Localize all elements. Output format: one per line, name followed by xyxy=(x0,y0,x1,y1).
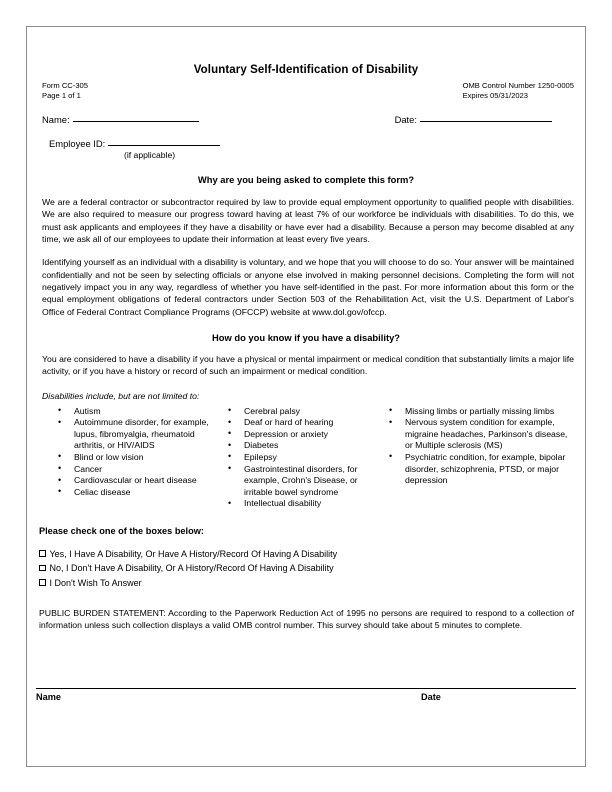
employee-id-field-row xyxy=(36,138,576,149)
section-heading-how: How do you know if you have a disability? xyxy=(211,332,401,344)
list-item: • Deaf or hard of hearing xyxy=(226,417,387,429)
omb-control-number: OMB Control Number 1250-0005 xyxy=(462,81,574,90)
list-item: • Celiac disease xyxy=(56,487,226,499)
disability-column-3 xyxy=(387,406,576,510)
list-item: • Autoimmune disorder, for example, lupus, fibromyalgia, rheumatoid arthritis, or HIV/AIDS xyxy=(56,417,226,452)
disability-column-2 xyxy=(226,406,387,510)
list-item: • Gastrointestinal disorders, for example, Crohn's Disease, or irritable bowel syndrome xyxy=(226,464,387,499)
checkbox-option-label: No, I Don't Have A Disability, Or A History/Record Of Having A Disability xyxy=(49,563,334,574)
disability-status-options xyxy=(36,547,576,591)
list-item: • Diabetes xyxy=(226,440,387,452)
signature-date-label: Date xyxy=(421,692,441,702)
checkbox-option-label: Yes, I Have A Disability, Or Have A History/Record Of Having A Disability xyxy=(49,548,338,559)
list-item: • Depression or anxiety xyxy=(226,429,387,441)
if-applicable-note: (if applicable) xyxy=(124,149,176,160)
disability-list-columns xyxy=(36,406,576,510)
date-field-group xyxy=(395,114,576,125)
date-field-label: Date: xyxy=(394,113,417,125)
section-heading-why: Why are you being asked to complete this form? xyxy=(197,173,415,185)
checkbox-option-decline[interactable] xyxy=(39,576,576,591)
form-number: Form CC-305 xyxy=(42,81,88,90)
how-paragraph: You are considered to have a disability if you have a physical or mental impairment or medical condition that substantially limits a major life activity, or if you have a history or record of such an impairment or medical condition. xyxy=(42,354,574,377)
list-item: • Intellectual disability xyxy=(226,498,387,510)
public-burden-statement: PUBLIC BURDEN STATEMENT: According to the Paperwork Reduction Act of 1995 no persons are required to respond to a collection of information unless such collection displays a valid OMB control number. This survey should take about 5 minutes to complete. xyxy=(39,607,574,630)
list-item: • Nervous system condition for example, migraine headaches, Parkinson's disease, or Multiple sclerosis (MS) xyxy=(387,417,576,452)
document-content xyxy=(36,36,576,631)
employee-id-label: Employee ID: xyxy=(49,137,106,149)
list-item: • Cancer xyxy=(56,464,226,476)
form-meta-left xyxy=(36,81,88,102)
form-meta-row xyxy=(36,81,576,102)
employee-id-input[interactable] xyxy=(108,145,220,146)
name-date-field-row xyxy=(36,114,576,125)
list-item: • Epilepsy xyxy=(226,452,387,464)
page-title: Voluntary Self-Identification of Disability xyxy=(193,64,419,76)
signature-labels xyxy=(36,692,576,702)
why-paragraph-1: We are a federal contractor or subcontractor required by law to provide equal employment opportunity to qualified people with disabilities. We are also required to measure our progress toward having at least 7% of our workforce be individuals with disabilities. To do this, we must ask applicants and employees if they have a disability or have ever had a disability. Because a person may become disabled at any time, we ask all of our employees to update their information at least every five years. xyxy=(42,196,574,244)
form-meta-right xyxy=(463,81,576,102)
disability-column-1 xyxy=(36,406,226,510)
checkbox-icon[interactable] xyxy=(39,565,46,572)
checkbox-icon[interactable] xyxy=(39,579,46,586)
date-input[interactable] xyxy=(420,121,552,122)
signature-block xyxy=(36,688,576,702)
disability-list-intro: Disabilities include, but are not limited to: xyxy=(42,390,200,401)
name-field-label: Name: xyxy=(42,113,70,125)
checkbox-option-no[interactable] xyxy=(39,561,576,576)
checkbox-option-yes[interactable] xyxy=(39,547,576,562)
list-item: • Psychiatric condition, for example, bipolar disorder, schizophrenia, PTSD, or major depression xyxy=(387,452,576,487)
omb-expiration-date: Expires 05/31/2023 xyxy=(462,91,528,101)
checkbox-option-label: I Don't Wish To Answer xyxy=(49,577,142,588)
signature-name-label: Name xyxy=(36,692,62,702)
checkbox-section-heading: Please check one of the boxes below: xyxy=(39,525,204,536)
list-item: • Autism xyxy=(56,406,226,418)
list-item: • Blind or low vision xyxy=(56,452,226,464)
why-paragraph-2: Identifying yourself as an individual with a disability is voluntary, and we hope that you will choose to do so. Your answer will be maintained confidentially and not be seen by selecting officials or anyone else involved in making personnel decisions. Completing the form will not negatively impact you in any way, regardless of whether you have self-identified in the past. For more information about this form or the equal employment obligations of federal contractors under Section 503 of the Rehabilitation Act, visit the U.S. Department of Labor's Office of Federal Contract Compliance Programs (OFCCP) website at www.dol.gov/ofccp. xyxy=(42,257,574,317)
checkbox-icon[interactable] xyxy=(39,550,46,557)
list-item: • Missing limbs or partially missing limbs xyxy=(387,406,576,418)
list-item: • Cardiovascular or heart disease xyxy=(56,475,226,487)
name-input[interactable] xyxy=(73,121,199,122)
page-indicator: Page 1 of 1 xyxy=(42,91,81,101)
signature-line xyxy=(36,688,576,689)
list-item: • Cerebral palsy xyxy=(226,406,387,418)
